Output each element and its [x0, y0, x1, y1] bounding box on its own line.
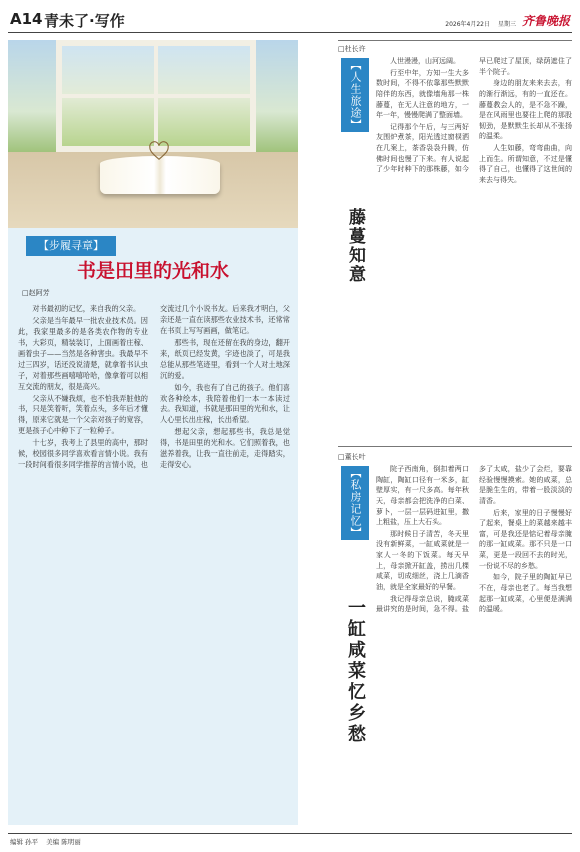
page-footer	[10, 837, 87, 846]
paragraph: 我记得母亲总说，腌咸菜最讲究的是时间，急不得。盐多了太咸，盐少了会烂，要靠经验慢慢摸索。她的咸菜，总是脆生生的，带着一股淡淡的清香。	[376, 465, 572, 614]
article-byline: □杜长许	[338, 45, 366, 53]
left-article	[8, 40, 298, 825]
column-title: 青未了·写作	[44, 12, 125, 30]
paragraph: 父亲是当年最早一批农业技术员。因此，我家里最多的是各类农作物的专业书，大彩页，精装装订，上面画着庄稼、画着虫子——当然是各种害虫。我最早不过三四岁，话还没说清楚，就拿着书认虫子，对着那些画嘻嘻哈哈，像拿着可以相互交流的朋友，很是高兴。	[18, 315, 148, 391]
right-top-article	[338, 40, 572, 440]
designer-credit: 美编 陈明丽	[46, 838, 81, 846]
article-illustration	[8, 40, 298, 228]
left-article-body	[8, 228, 298, 825]
section-divider	[338, 446, 572, 447]
section-tag: 【人生旅途】	[341, 58, 369, 132]
paragraph: 那些书，现在还留在我的身边，翻开来，纸页已经发黄，字迹也淡了，可是我总能从那些笔迹里，看到一个人对土地深沉的爱。	[160, 337, 290, 380]
issue-date: 2026年4月22日	[445, 21, 490, 28]
paragraph: 对书最初的记忆，来自我的父亲。	[32, 304, 141, 313]
section-tag: 【步履寻章】	[26, 236, 116, 256]
window-frame	[56, 40, 256, 152]
footer-divider	[8, 833, 572, 834]
paragraph: 行至中年，方知一生大多数时间，不得不依靠那些默默陪伴的东西，就像墙角那一株藤蔓，在无人注意的地方，一年一年，慢慢爬满了整面墙。	[376, 68, 469, 120]
section-tag: 【私房记忆】	[341, 466, 369, 540]
right-bottom-article	[338, 448, 572, 826]
paragraph: 人世漫漫，山河远阔。	[390, 57, 460, 65]
paragraph: 那时候日子清苦，冬天里没有新鲜菜，一缸咸菜就是一家人一冬的下饭菜。每天早上，母亲掀开缸盖，捞出几棵咸菜，切成细丝，浇上几滴香油，就是全家最好的早餐。	[376, 529, 469, 591]
article-text	[376, 464, 572, 826]
page-number: A14	[10, 10, 43, 28]
newspaper-logo: 齐鲁晚报	[521, 14, 570, 28]
paragraph: 身边的朋友来来去去，有的渐行渐远，有的一直还在。藤蔓教会人的，是不急不躁，是在风雨里也要往上爬的那股韧劲，是默默生长却从不张扬的温柔。	[479, 79, 572, 141]
paragraph: 想起父亲，想起那些书，我总是觉得，书是田里的光和水。它们照着我，也滋养着我，让我一直往前走，走得踏实，走得安心。	[160, 427, 290, 470]
paragraph: 如今，我也有了自己的孩子。他们喜欢各种绘本，我陪着他们一本一本读过去。我知道，书就是那田里的光和水，让人心里长出庄稼，长出希望。	[160, 382, 290, 425]
heart-icon	[148, 140, 170, 162]
article-text	[18, 304, 290, 819]
header-divider	[8, 32, 572, 33]
paragraph: 后来，家里的日子慢慢好了起来，餐桌上的菜越来越丰富，可是我还是惦记着母亲腌的那一缸咸菜。那不只是一口菜，更是一段回不去的时光，一份说不尽的乡愁。	[479, 508, 572, 570]
issue-weekday: 星期三	[497, 21, 516, 28]
article-title: 一缸咸菜忆乡愁	[345, 598, 366, 745]
paragraph: 院子西南角，倒扣着两口陶缸，陶缸口径有一米多，缸壁厚实，有一尺多高。每年秋天，母亲都会把洗净的白菜、萝卜，一层一层码进缸里，撒上粗盐，压上大石头。	[376, 465, 469, 527]
paragraph: 十七岁，我考上了县里的高中，那时候，校园很多同学喜欢看言情小说。我有一段时间看很多同学推荐的言情小说，也交流过几个小说书友。后来我才明白，父亲还是一直在读那些农业技术书，还常常在书页上写写画画，做笔记。	[18, 304, 290, 470]
paragraph: 记得那个午后，与三两好友围炉煮茶，阳光透过窗棂洒在几案上，茶香袅袅升腾，仿佛时间也慢了下来。有人说起了少年时种下的那株藤，如今早已爬过了屋顶，绿荫遮住了半个院子。	[376, 57, 572, 174]
editor-credit: 编辑 孙平	[10, 838, 39, 846]
article-text	[376, 56, 572, 440]
article-byline: □赵阿芳	[22, 289, 50, 297]
paragraph: 父亲从不嫌我烦，也不怕我弄脏他的书，只是笑着听，笑着点头，多年后才懂得，原来它就是一个父亲对孩子的宽容，更是孩子心中种下了一粒种子。	[18, 393, 148, 436]
article-title: 藤蔓知意	[345, 208, 365, 284]
article-title: 书是田里的光和水	[76, 260, 229, 282]
paragraph: 如今，院子里的陶缸早已不在，母亲也老了。每当我想起那一缸咸菜，心里便是满满的温暖。	[479, 573, 572, 614]
paragraph: 人生如藤，弯弯曲曲，向上而生。所谓知意，不过是懂得了自己，也懂得了这世间的来去与得失。	[479, 144, 572, 184]
article-byline: □董长叶	[338, 453, 366, 461]
